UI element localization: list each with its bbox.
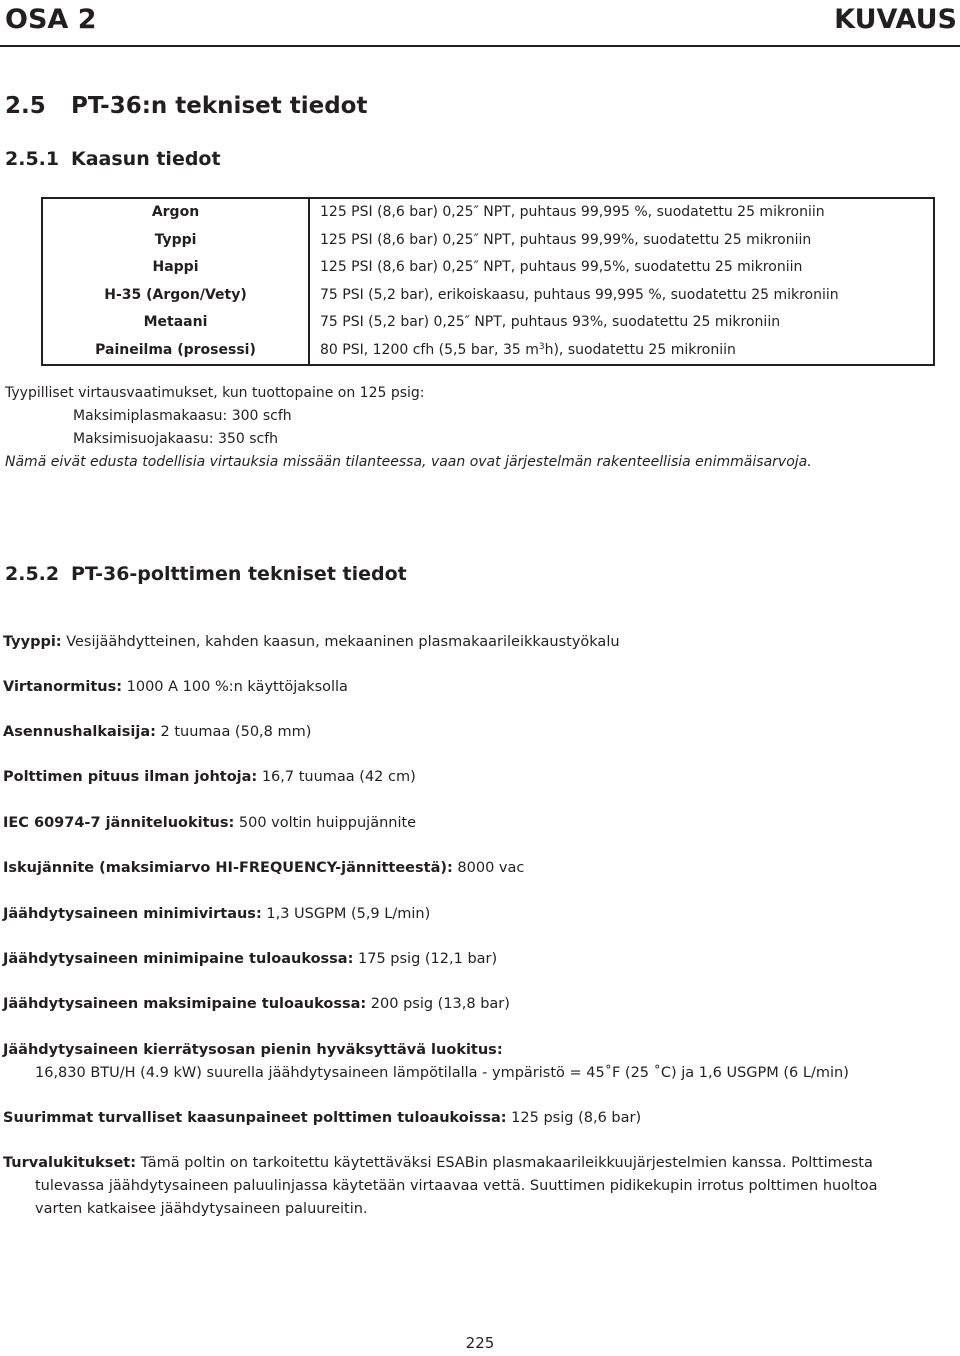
- spec-label: Jäähdytysaineen maksimipaine tuloaukossa:: [3, 996, 367, 1012]
- spec-voltage-rating: [3, 815, 416, 831]
- safety-text: Tämä poltin on tarkoitettu käytettäväksi ESABin plasmakaarileikkuujärjestelmien kanssa. Polttimesta: [136, 1155, 873, 1171]
- spec-label: IEC 60974-7 jänniteluokitus:: [3, 815, 235, 831]
- spec-max-pressure: [3, 996, 510, 1012]
- safety-line-3: varten katkaisee jäähdytysaineen paluureitin.: [35, 1201, 368, 1217]
- safety-line-1: [3, 1155, 873, 1171]
- gas-subsection-heading: [5, 148, 221, 170]
- gas-name: Typpi: [42, 227, 309, 255]
- spec-value: 16,7 tuumaa (42 cm): [257, 769, 416, 785]
- subsection-title: Kaasun tiedot: [71, 148, 221, 170]
- spec-value: 200 psig (13,8 bar): [366, 996, 510, 1012]
- spec-label: Jäähdytysaineen kierrätysosan pienin hyväksyttävä luokitus:: [3, 1042, 503, 1058]
- spec-label: Jäähdytysaineen minimipaine tuloaukossa:: [3, 951, 354, 967]
- flow-shield: Maksimisuojakaasu: 350 scfh: [73, 431, 278, 447]
- gas-spec: 75 PSI (5,2 bar), erikoiskaasu, puhtaus 99,995 %, suodatettu 25 mikroniin: [320, 286, 839, 303]
- page-header: [0, 0, 960, 47]
- flow-disclaimer: Nämä eivät edusta todellisia virtauksia missään tilanteessa, vaan ovat järjestelmän rakenteellisia enimmäisarvoja.: [5, 454, 812, 470]
- spec-min-flow: [3, 906, 430, 922]
- header-part: OSA 2: [5, 4, 97, 35]
- gas-name: Happi: [42, 254, 309, 282]
- gas-spec-text: 80 PSI, 1200 cfh (5,5 bar, 35 m: [320, 341, 539, 358]
- gas-spec: 75 PSI (5,2 bar) 0,25″ NPT, puhtaus 93%, suodatettu 25 mikroniin: [320, 314, 781, 330]
- spec-value: 1000 A 100 %:n käyttöjaksolla: [122, 679, 348, 695]
- spec-value: 175 psig (12,1 bar): [353, 951, 498, 967]
- spec-strike-voltage: [3, 860, 524, 876]
- table-row: [42, 254, 934, 282]
- spec-label: Turvalukitukset:: [3, 1155, 137, 1171]
- spec-value: 2 tuumaa (50,8 mm): [155, 724, 312, 740]
- spec-label: Suurimmat turvalliset kaasunpaineet polttimen tuloaukoissa:: [3, 1110, 507, 1126]
- spec-value: Vesijäähdytteinen, kahden kaasun, mekaaninen plasmakaarileikkaustyökalu: [61, 634, 620, 650]
- spec-value: 500 voltin huippujännite: [234, 815, 417, 831]
- spec-current: [3, 679, 348, 695]
- flow-plasma: Maksimiplasmakaasu: 300 scfh: [73, 408, 292, 424]
- header-chapter: KUVAUS: [834, 4, 957, 35]
- safety-line-2: tulevassa jäähdytysaineen paluulinjassa käytetään virtaavaa vettä. Suuttimen pidikekupin irrotus polttimen huoltoa: [35, 1178, 878, 1194]
- spec-label: Jäähdytysaineen minimivirtaus:: [3, 906, 262, 922]
- spec-type: [3, 634, 620, 650]
- table-row: [42, 198, 934, 227]
- gas-spec-text: h), suodatettu 25 mikroniin: [544, 341, 736, 358]
- cooler-rating-value: 16,830 BTU/H (4.9 kW) suurella jäähdytysaineen lämpötilalla - ympäristö = 45˚F (25 ˚C) ja 1,6 USGPM (6 L/min): [35, 1065, 849, 1081]
- spec-length: [3, 769, 416, 785]
- spec-label: Iskujännite (maksimiarvo HI-FREQUENCY-jännitteestä):: [3, 860, 453, 876]
- subsection-title: PT-36-polttimen tekniset tiedot: [71, 563, 407, 585]
- spec-label: Asennushalkaisija:: [3, 724, 156, 740]
- spec-label: Virtanormitus:: [3, 679, 123, 695]
- section-number: 2.5: [5, 93, 46, 119]
- table-row: [42, 309, 934, 337]
- table-row: [42, 337, 934, 366]
- spec-diameter: [3, 724, 311, 740]
- gas-name: Metaani: [42, 309, 309, 337]
- gas-name: H-35 (Argon/Vety): [42, 282, 309, 310]
- table-row: [42, 282, 934, 310]
- torch-subsection-heading: [5, 563, 407, 585]
- subsection-number: 2.5.2: [5, 563, 60, 585]
- gas-spec: 125 PSI (8,6 bar) 0,25″ NPT, puhtaus 99,5%, suodatettu 25 mikroniin: [320, 259, 803, 275]
- subsection-number: 2.5.1: [5, 148, 60, 170]
- spec-label: Tyyppi:: [3, 634, 62, 650]
- spec-label: Polttimen pituus ilman johtoja:: [3, 769, 258, 785]
- section-title: PT-36:n tekniset tiedot: [71, 93, 368, 119]
- section-heading: [5, 93, 367, 119]
- gas-spec: [309, 337, 934, 366]
- table-row: [42, 227, 934, 255]
- gas-table: [41, 197, 935, 366]
- gas-spec: 125 PSI (8,6 bar) 0,25″ NPT, puhtaus 99,995 %, suodatettu 25 mikroniin: [320, 204, 825, 220]
- gas-name: Paineilma (prosessi): [42, 337, 309, 366]
- spec-value: 125 psig (8,6 bar): [506, 1110, 642, 1126]
- gas-spec: 125 PSI (8,6 bar) 0,25″ NPT, puhtaus 99,99%, suodatettu 25 mikroniin: [320, 231, 812, 248]
- flow-intro: Tyypilliset virtausvaatimukset, kun tuottopaine on 125 psig:: [5, 385, 425, 401]
- cooler-rating-label: [3, 1042, 503, 1058]
- gas-name: Argon: [42, 198, 309, 227]
- spec-min-pressure: [3, 951, 497, 967]
- gas-spec-superscript: 3: [538, 341, 545, 352]
- spec-value: 8000 vac: [452, 860, 525, 876]
- spec-max-gas-pressure: [3, 1110, 641, 1126]
- page-number: 225: [465, 1334, 495, 1352]
- spec-value: 1,3 USGPM (5,9 L/min): [261, 906, 431, 922]
